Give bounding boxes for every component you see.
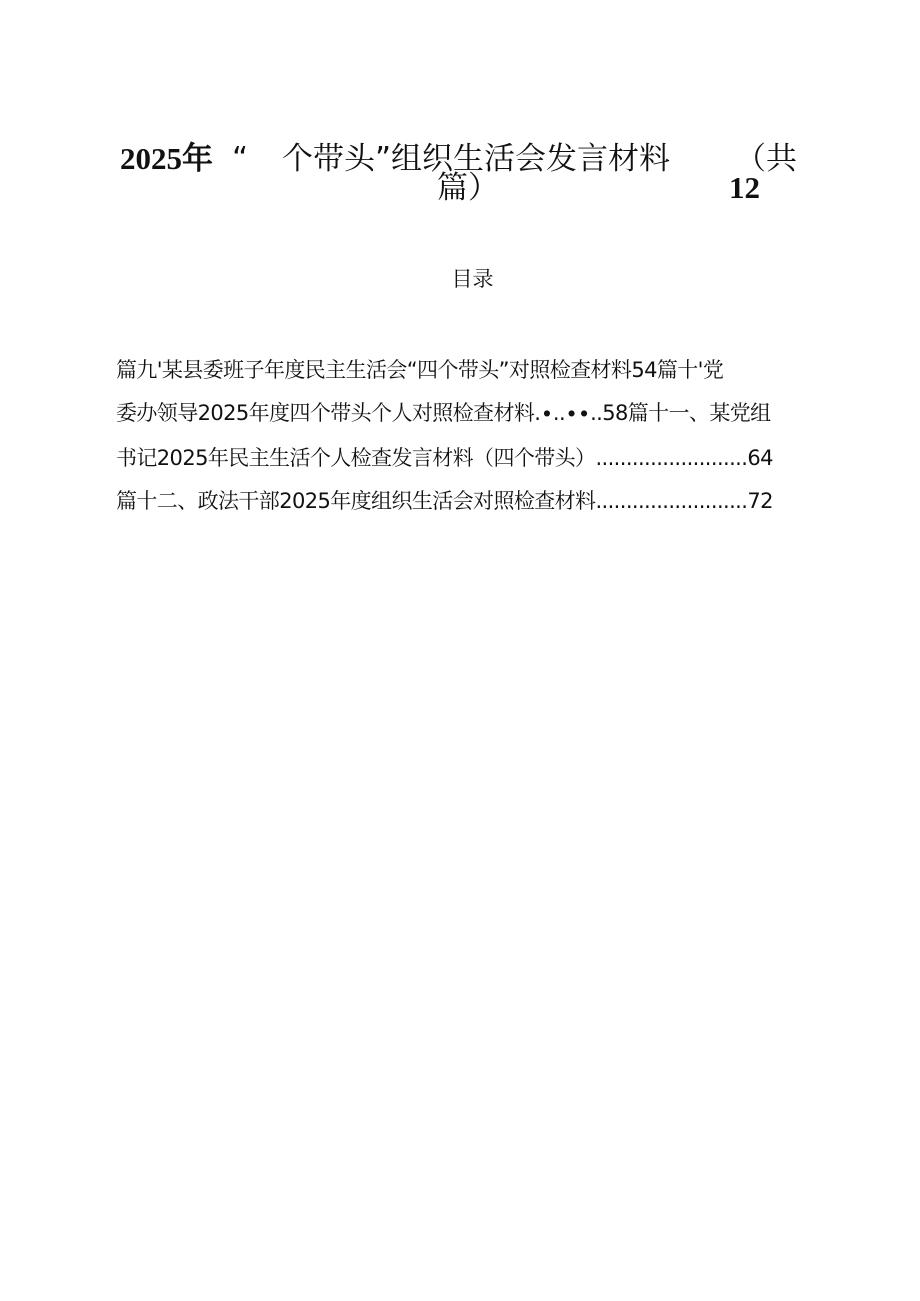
toc-heading: 目录: [451, 267, 494, 291]
title-main: 个带头”组织生活会发言材料: [282, 141, 671, 177]
toc-line: 书记2025年民主生活个人检查发言材料（四个带头）.........................64: [116, 446, 773, 470]
title-open-quote: “: [232, 141, 249, 177]
toc-line: 委办领导2025年度四个带头个人对照检查材料.∙..∙∙..58篇十一、某党组: [116, 401, 771, 425]
toc-line: 篇九'某县委班子年度民主生活会“四个带头”对照检查材料54篇十'党: [116, 358, 724, 382]
toc-line: 篇十二、政法干部2025年度组织生活会对照检查材料.........................72: [116, 489, 773, 513]
title-year: 2025年: [120, 141, 213, 176]
title-paren-open: （共: [735, 141, 797, 177]
title-article-count: 12: [729, 170, 760, 205]
title-line2-word: 篇）: [437, 170, 499, 206]
